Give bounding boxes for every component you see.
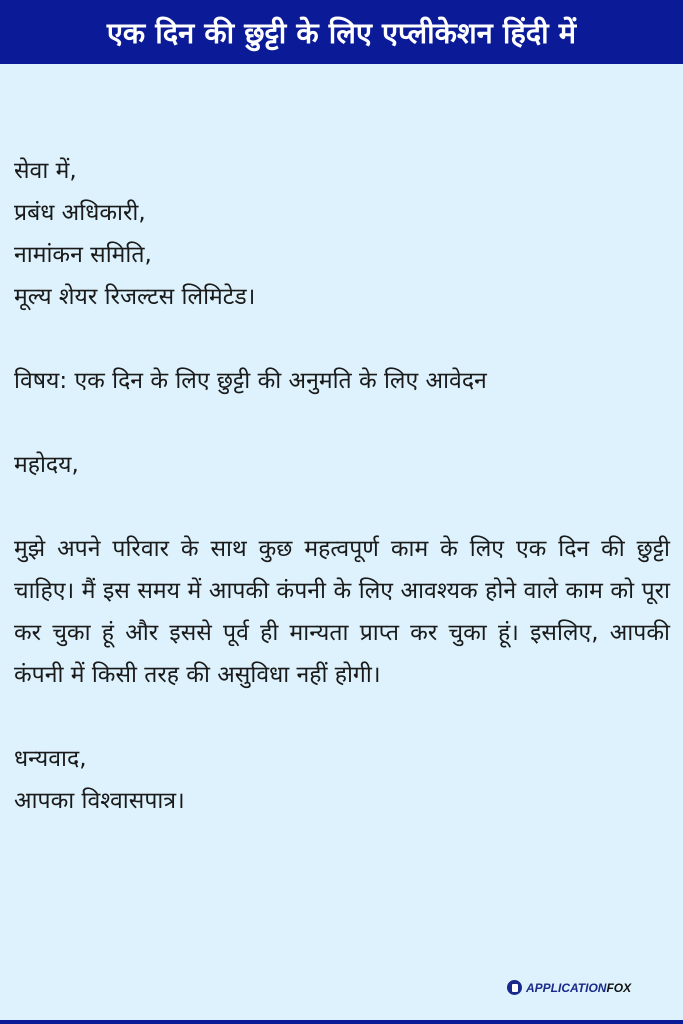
footer-divider [0,1020,683,1024]
signature: आपका विश्वासपात्र। [14,788,185,814]
applicationfox-logo [507,980,631,995]
letter-body [14,150,670,822]
document-icon [507,980,522,995]
salutation: महोदय, [14,452,79,478]
closing: धन्यवाद, [14,746,87,772]
page-header [0,0,683,64]
address-line: सेवा में, [14,158,77,184]
page-title: एक दिन की छुट्टी के लिए एप्लीकेशन हिंदी में [106,15,577,50]
subject-line: विषय: एक दिन के लिए छुट्टी की अनुमति के लिए आवेदन [14,368,487,394]
logo-text-fox: FOX [606,980,632,995]
logo-text-application: APPLICATION [526,980,607,995]
address-line: नामांकन समिति, [14,242,152,268]
address-line: मूल्य शेयर रिजल्टस लिमिटेड। [14,284,256,310]
body-paragraph: मुझे अपने परिवार के साथ कुछ महत्वपूर्ण काम के लिए एक दिन की छुट्टी चाहिए। मैं इस समय में आपकी कंपनी के लिए आवश्यक होने वाले काम को पूरा कर चुका हूं और इससे पूर्व ही मान्यता प्राप्त कर चुका हूं। इसलिए, आपकी कंपनी में किसी तरह की असुविधा नहीं होगी। [14,536,670,688]
address-line: प्रबंध अधिकारी, [14,200,146,226]
